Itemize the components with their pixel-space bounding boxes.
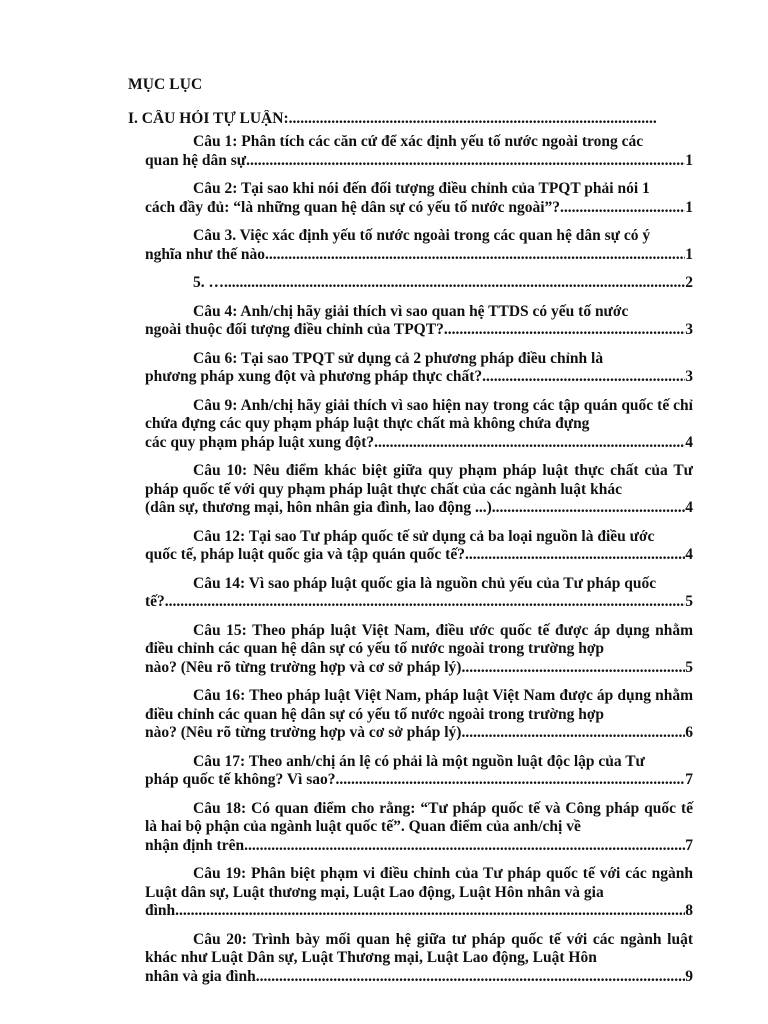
toc-entry-tail: các quy phạm pháp luật xung đột? — [145, 433, 375, 451]
toc-entry-tail: tế? — [145, 593, 165, 610]
dot-leader — [175, 902, 685, 921]
toc-page-number: 7 — [685, 771, 693, 788]
toc-entry-tail: nào? (Nêu rõ từng trường hợp và cơ sở pháp lý) — [145, 658, 462, 676]
toc-entry[interactable] — [145, 227, 693, 264]
toc-entry-text: Câu 15: Theo pháp luật Việt Nam, điều ước quốc tế được áp dụng nhằm điều chỉnh các quan hệ dân sự có yếu tố nước ngoài trong trường hợp — [145, 621, 693, 657]
toc-entry-text: Câu 20: Trình bày mối quan hệ giữa tư pháp quốc tế với các ngành luật khác như Luật Dân sự, Luật Thương mại, Luật Lao động, Luật Hôn — [145, 930, 693, 966]
dot-leader — [224, 274, 685, 293]
toc-entry-lastline — [145, 246, 693, 265]
toc-entry-lastline — [145, 837, 693, 856]
toc-entry-text: Câu 9: Anh/chị hãy giải thích vì sao hiện nay trong các tập quán quốc tế chỉ chứa đựng các quy phạm pháp luật thực chất mà không chứa đựng — [145, 396, 693, 432]
toc-entry[interactable] — [145, 865, 693, 921]
toc-entry[interactable] — [145, 462, 693, 518]
toc-entry-tail: nghĩa như thế nào — [145, 245, 265, 263]
toc-page-number: 3 — [685, 321, 693, 338]
toc-entry-lastline — [145, 724, 693, 743]
toc-title: MỤC LỤC — [128, 76, 203, 93]
dot-leader — [336, 771, 686, 790]
toc-entry[interactable] — [145, 622, 693, 678]
toc-page-number: 4 — [685, 499, 693, 516]
dot-leader — [444, 321, 685, 340]
toc-list — [145, 133, 693, 996]
toc-entry-text: Câu 14: Vì sao pháp luật quốc gia là nguồn chủ yếu của Tư pháp quốc — [193, 574, 657, 592]
toc-entry[interactable] — [145, 931, 693, 987]
toc-entry[interactable] — [145, 397, 693, 453]
toc-entry[interactable] — [145, 528, 693, 565]
toc-entry-lastline — [145, 199, 693, 218]
toc-entry-tail: phương pháp xung đột và phương pháp thực chất? — [145, 368, 483, 385]
toc-entry[interactable] — [145, 575, 693, 612]
toc-entry-lastline — [145, 499, 693, 518]
dot-leader — [465, 546, 685, 565]
toc-entry[interactable] — [145, 800, 693, 856]
dot-leader — [461, 724, 685, 743]
dot-leader — [560, 199, 685, 218]
toc-entry-text: Câu 4: Anh/chị hãy giải thích vì sao quan hệ TTDS có yếu tố nước — [193, 302, 629, 320]
toc-entry-tail: 5. … — [193, 274, 224, 291]
dot-leader — [461, 659, 685, 678]
dot-leader — [265, 246, 685, 265]
toc-entry-text: Câu 10: Nêu điểm khác biệt giữa quy phạm pháp luật thực chất của Tư pháp quốc tế với quy phạm pháp luật thực chất của các ngành luật khác — [145, 462, 693, 498]
toc-entry-tail: nào? (Nêu rõ từng trường hợp và cơ sở pháp lý) — [145, 724, 462, 741]
toc-entry-lastline — [145, 968, 693, 987]
toc-entry[interactable] — [145, 753, 693, 790]
toc-entry-lastline — [145, 434, 693, 453]
toc-entry-tail: (dân sự, thương mại, hôn nhân gia đình, lao động ...) — [145, 499, 492, 516]
toc-page-number: 4 — [685, 546, 693, 563]
toc-entry-text: Câu 17: Theo anh/chị án lệ có phải là một nguồn luật độc lập của Tư — [193, 752, 645, 770]
dot-leader — [492, 499, 685, 518]
toc-entry-lastline — [145, 771, 693, 790]
toc-page-number: 5 — [685, 593, 693, 610]
toc-entry[interactable] — [145, 687, 693, 743]
toc-page-number: 1 — [685, 151, 693, 169]
toc-entry-text: Câu 16: Theo pháp luật Việt Nam, pháp luật Việt Nam được áp dụng nhằm điều chỉnh các quan hệ dân sự có yếu tố nước ngoài trong trường hợp — [145, 687, 693, 723]
toc-entry-tail: nhận định trên — [145, 836, 245, 854]
toc-entry-text: Câu 19: Phân biệt phạm vi điều chỉnh của Tư pháp quốc tế với các ngành Luật dân sự, Luật thương mại, Luật Lao động, Luật Hôn nhân và gia — [145, 865, 693, 901]
dot-leader — [244, 837, 685, 856]
toc-page-number: 7 — [685, 836, 693, 854]
toc-entry[interactable] — [145, 350, 693, 387]
toc-entry-lastline — [145, 274, 693, 293]
toc-entry-lastline — [145, 546, 693, 565]
dot-leader — [165, 593, 685, 612]
toc-entry-text: Câu 2: Tại sao khi nói đến đối tượng điều chỉnh của TPQT phải nói 1 — [193, 180, 650, 197]
toc-page-number: 9 — [685, 967, 693, 985]
toc-entry-tail: nhân và gia đình — [145, 967, 256, 985]
dot-leader — [482, 368, 685, 387]
toc-entry[interactable] — [145, 274, 693, 293]
toc-entry-lastline — [145, 321, 693, 340]
toc-page-number: 6 — [685, 724, 693, 741]
toc-entry-text: Câu 6: Tại sao TPQT sử dụng cả 2 phương pháp điều chỉnh là — [193, 349, 604, 367]
toc-entry-tail: ngoài thuộc đối tượng điều chỉnh của TPQT? — [145, 321, 444, 338]
toc-entry[interactable] — [145, 180, 693, 217]
toc-page-number: 4 — [685, 433, 693, 451]
toc-entry-lastline — [145, 902, 693, 921]
toc-entry-text: Câu 3. Việc xác định yếu tố nước ngoài trong các quan hệ dân sự có ý — [193, 227, 651, 244]
toc-entry-text: Câu 1: Phân tích các căn cứ để xác định yếu tố nước ngoài trong các — [193, 133, 644, 150]
section-heading-label: I. CÂU HỎI TỰ LUẬN: — [128, 110, 289, 127]
dot-leader — [246, 152, 685, 171]
toc-entry-lastline — [145, 593, 693, 612]
section-heading-leader: ............................................................................................... — [288, 110, 657, 127]
toc-page-number: 2 — [685, 274, 693, 291]
toc-entry-text: Câu 18: Có quan điểm cho rằng: “Tư pháp quốc tế và Công pháp quốc tế là hai bộ phận của ngành luật quốc tế”. Quan điểm của anh/chị về — [145, 799, 693, 835]
toc-page-number: 3 — [685, 368, 693, 385]
toc-page-number: 1 — [685, 198, 693, 216]
toc-entry-tail: pháp quốc tế không? Vì sao? — [145, 771, 336, 788]
toc-entry-tail: đình — [145, 902, 176, 919]
toc-entry-lastline — [145, 368, 693, 387]
toc-entry[interactable] — [145, 303, 693, 340]
toc-page-number: 5 — [685, 658, 693, 676]
toc-entry-lastline — [145, 152, 693, 171]
dot-leader — [374, 434, 685, 453]
toc-entry[interactable] — [145, 133, 693, 170]
toc-entry-tail: cách đầy đủ: “là những quan hệ dân sự có yếu tố nước ngoài”? — [145, 198, 561, 216]
toc-entry-text: Câu 12: Tại sao Tư pháp quốc tế sử dụng cả ba loại nguồn là điều ước — [193, 527, 655, 545]
toc-page-number: 8 — [685, 902, 693, 919]
dot-leader — [256, 968, 686, 987]
toc-entry-tail: quốc tế, pháp luật quốc gia và tập quán quốc tế? — [145, 546, 465, 563]
toc-page-number: 1 — [685, 245, 693, 263]
section-heading[interactable] — [128, 110, 700, 128]
toc-entry-lastline — [145, 659, 693, 678]
toc-entry-tail: quan hệ dân sự — [145, 151, 247, 169]
